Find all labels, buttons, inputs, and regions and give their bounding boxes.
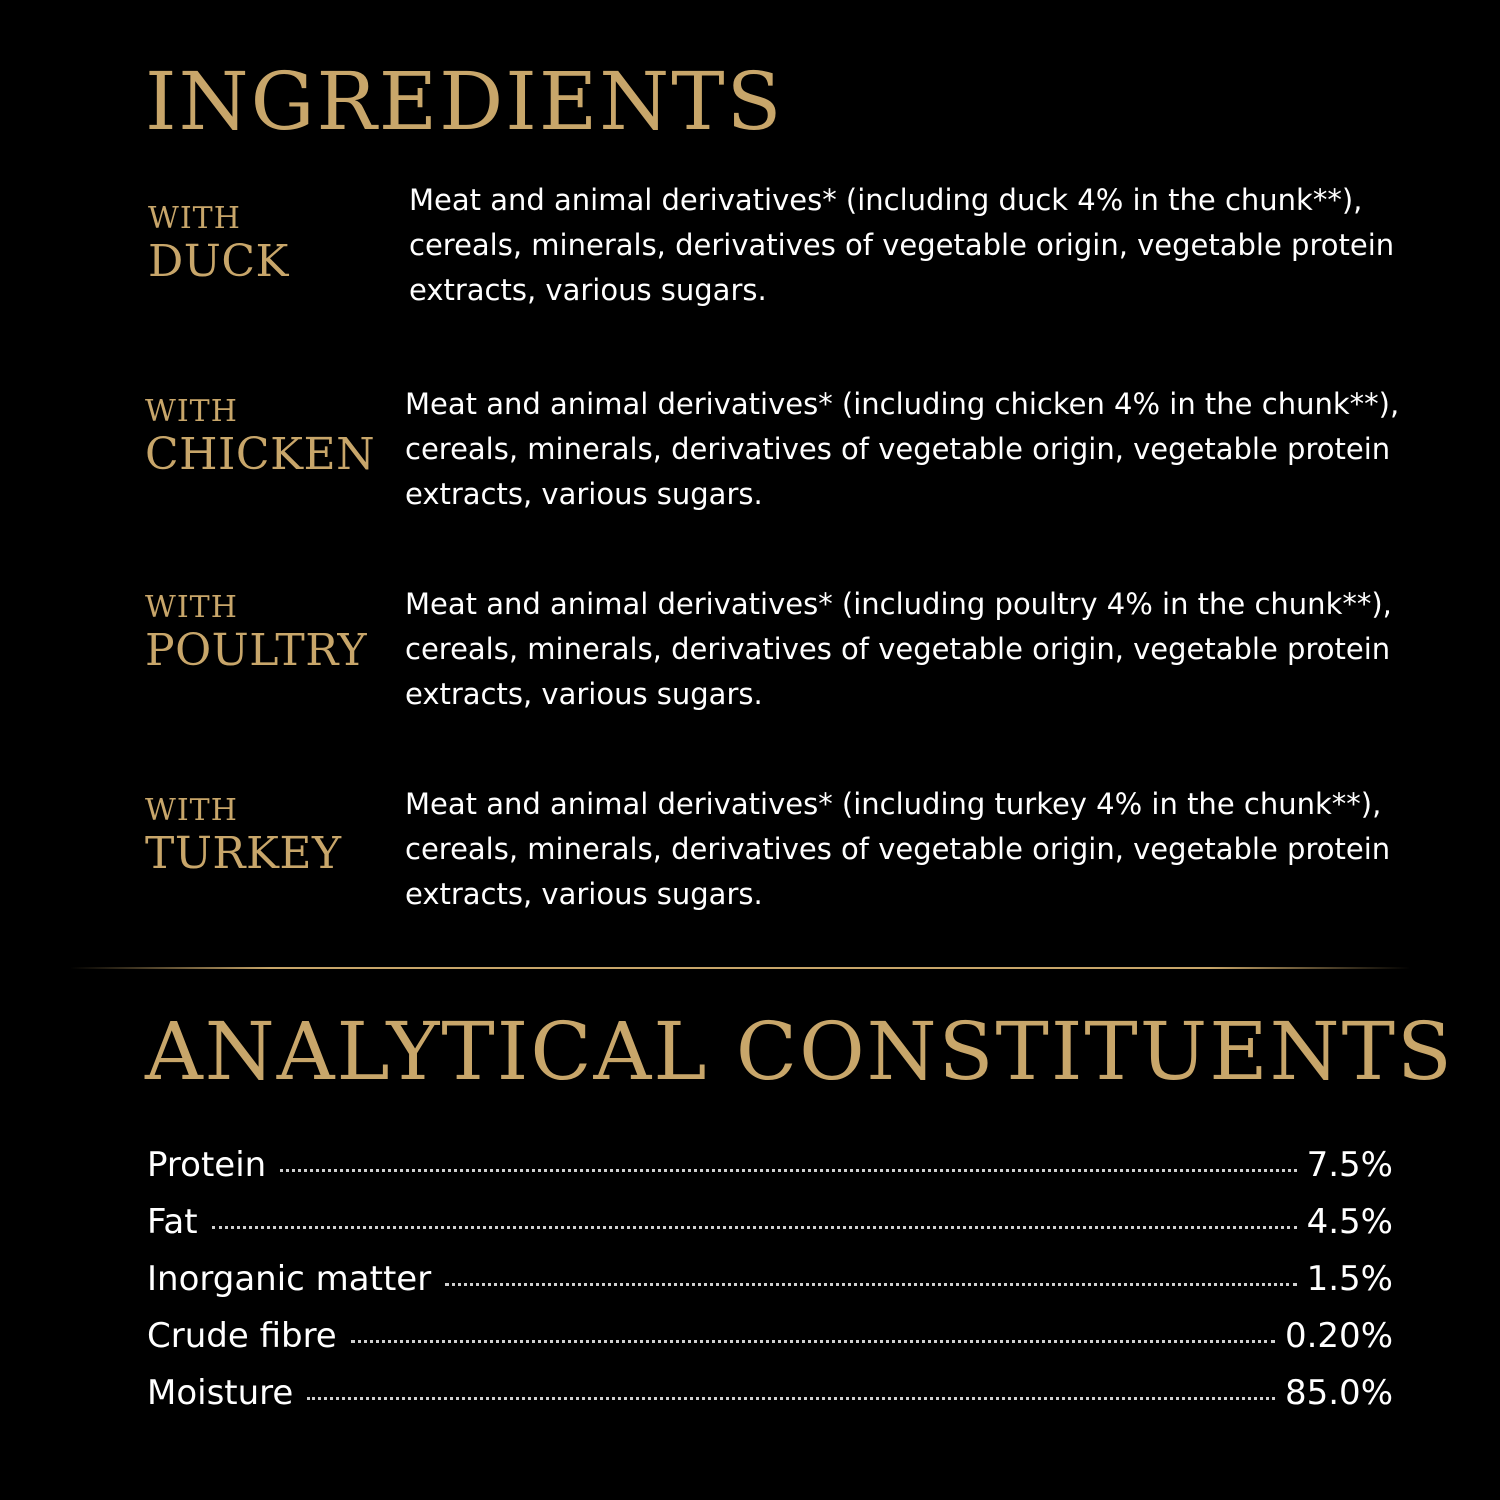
ingredient-line: cereals, minerals, derivatives of vegetable origin, vegetable protein bbox=[405, 432, 1391, 466]
constituent-row-moisture bbox=[147, 1368, 1393, 1425]
ingredient-text-poultry bbox=[405, 582, 1392, 717]
with-label: WITH bbox=[145, 394, 238, 429]
constituent-name: Protein bbox=[147, 1145, 267, 1185]
variant-name: POULTRY bbox=[145, 625, 368, 676]
constituent-value: 0.20% bbox=[1284, 1316, 1393, 1356]
ingredient-line: Meat and animal derivatives* (including turkey 4% in the chunk**), bbox=[405, 787, 1382, 821]
ingredient-text-chicken bbox=[405, 382, 1399, 517]
ingredients-title: INGREDIENTS bbox=[145, 55, 784, 148]
ingredient-line: Meat and animal derivatives* (including chicken 4% in the chunk**), bbox=[405, 387, 1400, 421]
with-label: WITH bbox=[145, 793, 238, 828]
constituent-value: 4.5% bbox=[1306, 1202, 1393, 1242]
variant-name: DUCK bbox=[148, 236, 289, 287]
constituent-name: Inorganic matter bbox=[147, 1259, 432, 1299]
ingredient-line: extracts, various sugars. bbox=[405, 677, 763, 711]
variant-name: TURKEY bbox=[145, 828, 342, 879]
section-divider bbox=[70, 967, 1410, 969]
constituent-row-crude-fibre bbox=[147, 1311, 1393, 1368]
ingredient-label-turkey bbox=[145, 793, 342, 879]
ingredient-line: Meat and animal derivatives* (including duck 4% in the chunk**), bbox=[409, 183, 1363, 217]
dot-leader bbox=[307, 1397, 1275, 1400]
constituent-value: 85.0% bbox=[1284, 1373, 1393, 1413]
ingredient-text-duck bbox=[409, 178, 1394, 313]
ingredient-line: cereals, minerals, derivatives of vegetable origin, vegetable protein bbox=[409, 228, 1395, 262]
dot-leader bbox=[280, 1169, 1296, 1172]
constituent-name: Fat bbox=[147, 1202, 198, 1242]
with-label: WITH bbox=[145, 590, 238, 625]
ingredient-label-poultry bbox=[145, 590, 368, 676]
dot-leader bbox=[445, 1283, 1296, 1286]
variant-name: CHICKEN bbox=[145, 429, 376, 480]
ingredient-text-turkey bbox=[405, 782, 1390, 917]
ingredient-line: extracts, various sugars. bbox=[409, 273, 767, 307]
dot-leader bbox=[351, 1340, 1275, 1343]
ingredient-line: extracts, various sugars. bbox=[405, 877, 763, 911]
with-label: WITH bbox=[148, 201, 241, 236]
constituent-name: Crude fibre bbox=[147, 1316, 337, 1356]
constituent-row-fat bbox=[147, 1197, 1393, 1254]
ingredient-label-chicken bbox=[145, 394, 376, 480]
ingredient-line: Meat and animal derivatives* (including poultry 4% in the chunk**), bbox=[405, 587, 1392, 621]
constituent-name: Moisture bbox=[147, 1373, 294, 1413]
constituent-row-protein bbox=[147, 1140, 1393, 1197]
constituents-list bbox=[147, 1140, 1393, 1425]
analytical-constituents-title: ANALYTICAL CONSTITUENTS bbox=[145, 1005, 1454, 1098]
constituent-row-inorganic-matter bbox=[147, 1254, 1393, 1311]
constituent-value: 1.5% bbox=[1306, 1259, 1393, 1299]
ingredient-line: cereals, minerals, derivatives of vegetable origin, vegetable protein bbox=[405, 632, 1391, 666]
constituent-value: 7.5% bbox=[1306, 1145, 1393, 1185]
ingredient-label-duck bbox=[148, 201, 289, 287]
dot-leader bbox=[212, 1226, 1297, 1229]
ingredient-line: extracts, various sugars. bbox=[405, 477, 763, 511]
ingredient-line: cereals, minerals, derivatives of vegetable origin, vegetable protein bbox=[405, 832, 1391, 866]
